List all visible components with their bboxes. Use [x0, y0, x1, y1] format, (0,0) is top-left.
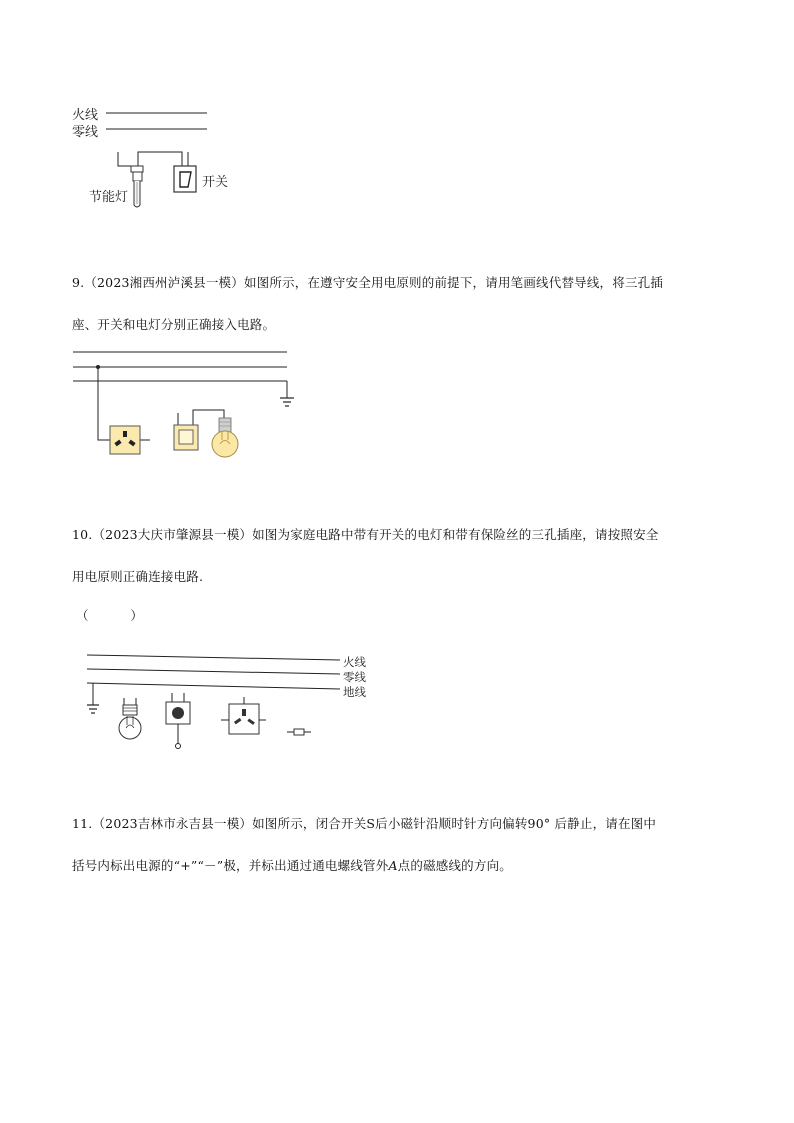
q10-neutral-label: 零线 — [343, 670, 366, 684]
q10-text-line2: 用电原则正确连接电路. — [72, 569, 204, 584]
q10-ground-symbol-icon — [87, 683, 99, 713]
q11-line2-part1: 括号内标出电源的“+”“－”极，并标出通过通电螺线管外 — [72, 858, 389, 873]
q11-point-a: A — [388, 858, 398, 873]
q10-socket-icon — [221, 697, 266, 734]
q9-text-line2: 座、开关和电灯分别正确接入电路。 — [72, 317, 276, 332]
q10-live-wire — [87, 655, 340, 660]
q10-fuse-icon — [287, 729, 311, 735]
q10-lamp-icon — [119, 698, 141, 739]
q11-text-line1: 11.（2023吉林市永吉县一模）如图所示，闭合开关S后小磁针沿顺时针方向偏转90° 后静止，请在图中 — [72, 816, 657, 831]
q10-pull-switch-icon — [166, 693, 190, 749]
q11-line2-part2: 点的磁感线的方向。 — [397, 858, 512, 873]
q10-ground-label: 地线 — [343, 685, 366, 699]
q9-text-line1: 9.（2023湘西州泸溪县一模）如图所示，在遵守安全用电原则的前提下，请用笔画线代替导线，将三孔插 — [72, 275, 664, 290]
q10-ground-wire — [87, 683, 340, 689]
fig8-lamp-label: 节能灯 — [89, 190, 129, 205]
q10-neutral-wire — [87, 669, 340, 674]
q10-answer-blank[interactable]: （ ） — [76, 608, 144, 623]
q10-text-line1: 10.（2023大庆市肇源县一模）如图为家庭电路中带有开关的电灯和带有保险丝的三孔插座，请按照安全 — [72, 527, 659, 542]
fig8-neutral-wire-label: 零线 — [72, 125, 99, 140]
fig8-live-wire-label: 火线 — [72, 108, 99, 123]
q10-live-label: 火线 — [343, 655, 366, 669]
fig8-switch-label: 开关 — [202, 175, 229, 190]
q11-text-line2 — [72, 859, 512, 873]
